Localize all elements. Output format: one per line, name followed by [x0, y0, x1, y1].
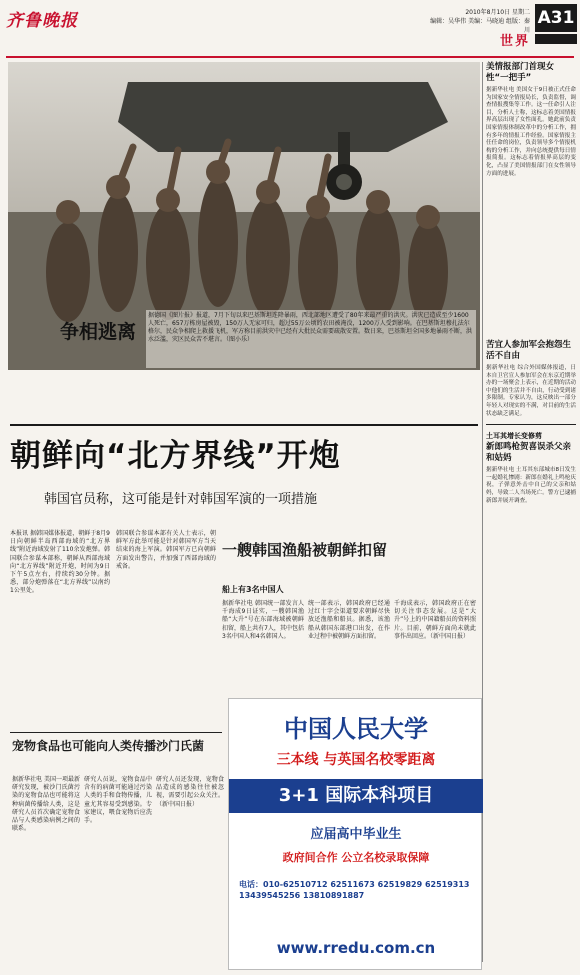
- petfood-col-1: 据新华社电 美国一项最新研究发现，被沙门氏菌污染的宠物食品也可能将这种病菌传播给人类，这是研究人员首次确定宠物食品与人类感染病例之间的联系。: [12, 776, 80, 833]
- main-subheadline: 韩国官员称，这可能是针对韩国军演的一项措施: [44, 492, 318, 507]
- ad-university-name: 中国人民大学: [284, 714, 428, 743]
- ad-slogan-2: 政府间合作 公立名校录取保障: [282, 851, 430, 864]
- intel-headline: 美情报部门首现女性“一把手”: [486, 62, 555, 83]
- right-separator: [486, 424, 576, 425]
- right-column-lower: [486, 340, 576, 505]
- fishing-col-3: 千海成表示，韩国政府正在密切关注事态发展。这是“大升”号上的中国籍船员的资料照片。目前，朝鲜方面尚未就此事作出回应。（新中国日报）: [394, 600, 476, 640]
- main-headline: 朝鲜向“北方界线”开炮: [10, 438, 341, 474]
- fishing-subheadline: 船上有3名中国人: [222, 585, 284, 594]
- petfood-col-2: 研究人员说，宠物食品中含有的病菌可能通过污染人类的手和食物传播，儿童尤其容易受到感染。专家建议，喂食宠物后应洗手。: [84, 776, 152, 825]
- main-article-col-2: 韩国联合参谋本部有关人士表示，朝鲜军方此举可能是针对韩国军方当天结束的海上军演。韩国军方已向朝鲜方面发出警告，并加强了西部海域的戒备。: [116, 530, 216, 570]
- intel-body: 据新华社电 美国女于9日被正式任命为国家安全情报局长，负责监督，调查情报搜集等工作。这一任命引人注目，分析人士称，这标志着美国情报界高层出现了女性面孔。她此前负责国家情报体制改革中的分析工作，拥有多年的情报工作经验。国家情报主任任命的岗位，负责领导多个情报机构的分析工作，并向总统提供每日情报简报。这标志着情报界高层的变化，凸显了美国情报部门在女性领导方面的进展。: [486, 87, 576, 177]
- ad-program: 3+1 国际本科项目: [229, 779, 483, 813]
- right-column-top: [486, 62, 576, 178]
- japan-headline: 苦宜人参加军会抱怨生活不自由: [486, 340, 572, 361]
- masthead: [0, 0, 580, 56]
- fishing-headline: 一艘韩国渔船被朝鲜扣留: [222, 541, 388, 559]
- petfood-rule: [10, 732, 222, 733]
- ad-recruit: 应届高中毕业生: [310, 827, 402, 842]
- petfood-col-3: 研究人员还发现，宠物食品造成的感染往往被忽视，需要引起公众关注。（新中国日报）: [156, 776, 224, 808]
- petfood-headline: 宠物食品也可能向人类传播沙门氏菌: [12, 739, 205, 753]
- editor-credits: 编辑：吴华伟 美编：马晓迪 组版：秦川: [430, 18, 530, 34]
- section-bar: [535, 34, 577, 44]
- university-advertisement[interactable]: [228, 698, 482, 970]
- main-top-rule: [10, 424, 478, 426]
- ad-phone[interactable]: 电话：010-62510712 62511673 62519829 62519313 13439545256 13810891887: [239, 880, 470, 900]
- ad-website[interactable]: www.rredu.com.cn: [276, 939, 436, 957]
- photo-caption: 据德国《图片报》报道，7月下旬以来巴基斯坦连降暴雨，西北部地区遭受了80年来最严重的洪灾。洪灾已造成至少1600人死亡，657万栋房屋被毁，150万人无家可归，超过55万公顷的农田被淹没，1200万人受到影响。在巴基斯坦穆扎法尔格尔，民众争相爬上救援飞机，军方称目前洪灾中已经有大批民众需要疏散安置。数日来，巴基斯坦全国多地暴雨不断，洪水泛滥，灾区民众苦不堪言。（图小乐）: [146, 310, 476, 368]
- main-article-col-1: 本报讯 据韩国媒体报道，朝鲜于8月9日向朝鲜半岛西部海域的“北方界线”附近海域发射了110余发炮弹。韩国联合参谋本部称，朝鲜从西部海域向“北方界线”附近开炮，时间为9日下午5点左右，持续约30分钟。据悉，部分炮弹落在“北方界线”以南约1公里处。: [10, 530, 110, 595]
- section-title: 世界: [499, 34, 530, 49]
- fishing-col-2: 统一部表示，韩国政府已经通过红十字会渠道要求朝鲜尽快放还渔船和船员。据悉，该渔船从韩国东部港口出发，在作业过程中被朝鲜方面扣留。: [308, 600, 390, 640]
- issue-date: 2010年8月10日 星期二: [465, 9, 530, 16]
- fishing-col-1: 据新华社电 韩国统一部发言人千海成9日证实，一艘韩国渔船“大升”号在东部海域被朝鲜扣留，船上共有7人，其中包括3名中国人和4名韩国人。: [222, 600, 304, 640]
- turkey-kicker: 土耳其增长变修剪: [486, 432, 542, 441]
- newspaper-logo: 齐鲁晚报: [6, 11, 78, 31]
- ad-slogan-1: 三本线 与英国名校零距离: [276, 752, 436, 768]
- turkey-headline: 新郎鸣枪贺喜误杀父亲和姑妈: [486, 442, 572, 464]
- page-number: A31: [535, 4, 577, 32]
- turkey-body: 据新华社电 土耳其东部城市8日发生一起婚礼惨剧：新郎在婚礼上鸣枪庆祝，子弹意外击中自己的父亲和姑妈，导致二人当场死亡。警方已逮捕新郎并展开调查。: [486, 467, 576, 504]
- japan-body: 据新华社电 综合外国媒体报道，日本自卫官宣人参加军会在东京近期举办的一场聚会上表示，在近期的活动中他们的生活并不自由，行动受到诸多限制。专家认为，这反映出一部分年轻人对现实的不满，对目前的生活状态缺乏满足。: [486, 365, 576, 417]
- masthead-rule: [6, 56, 574, 58]
- photo-headline: 争相逃离: [60, 321, 137, 343]
